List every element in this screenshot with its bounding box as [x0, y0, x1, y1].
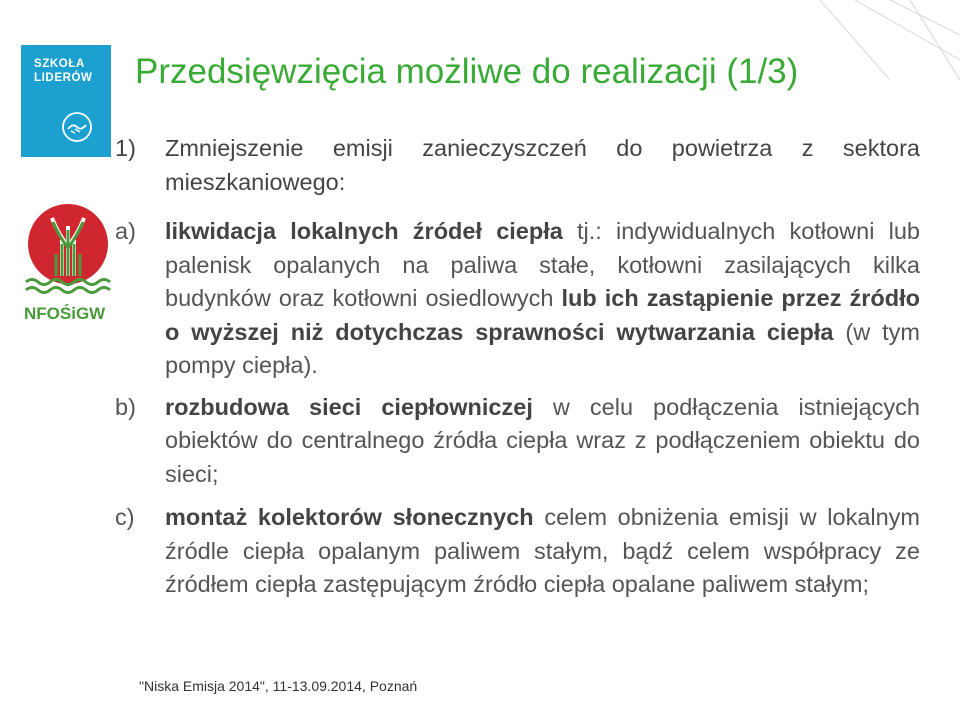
list-marker: c) [115, 504, 135, 530]
list-item-body [165, 391, 920, 492]
page-title: Przedsięwzięcia możliwe do realizacji (1/3) [135, 52, 799, 91]
bold-text: montaż kolektorów słonecznych [165, 504, 534, 530]
logo-text-line1: SZKOŁA [34, 58, 85, 70]
intro-item [115, 132, 925, 199]
bold-text: rozbudowa sieci ciepłowniczej [165, 393, 533, 420]
bold-text: lub ich zastąpienie przez źródło o wyższej niż dotychczas sprawności wytwarzania ciepła [165, 285, 920, 345]
list-item-b [115, 391, 925, 492]
list-item-c [115, 501, 925, 602]
handshake-icon [61, 111, 93, 143]
list-marker: a) [115, 218, 136, 244]
logo-text-line2: LIDERÓW [34, 72, 93, 84]
intro-text: Zmniejszenie emisji zanieczyszczeń do powietrza z sektora mieszkaniowego: [165, 135, 920, 195]
list-item-body [165, 501, 920, 602]
nfosigw-logo-text: NFOŚiGW [24, 304, 106, 323]
plain-text: tj.: indywidualnych kotłowni lub palenisk opalanych na paliwa stałe, kotłowni zasilających kilka budynków oraz kotłowni osiedlowych [165, 218, 920, 311]
bold-text: likwidacja lokalnych źródeł ciepła [165, 218, 563, 244]
plain-text: w celu podłączenia istniejących obiektów do centralnego źródła ciepła wraz z podłączeniem obiektu do sieci; [165, 393, 920, 487]
szkola-liderow-logo [21, 45, 111, 157]
list-item-body [165, 215, 920, 383]
plain-text: celem obniżenia emisji w lokalnym źródle ciepła opalanym paliwem stałym, bądź celem współpracy ze źródłem ciepła zastępującym źródło ciepła opalane paliwem stałym; [165, 504, 921, 597]
nfosigw-logo [22, 196, 114, 326]
intro-marker: 1) [115, 135, 136, 161]
nfosigw-emblem-icon [22, 196, 114, 302]
footer-text: "Niska Emisja 2014", 11-13.09.2014, Poznań [139, 678, 418, 694]
slide-content [115, 132, 925, 602]
list-marker: b) [115, 393, 136, 420]
list-item-a [115, 215, 925, 383]
plain-text: (w tym pompy ciepła). [165, 318, 920, 378]
